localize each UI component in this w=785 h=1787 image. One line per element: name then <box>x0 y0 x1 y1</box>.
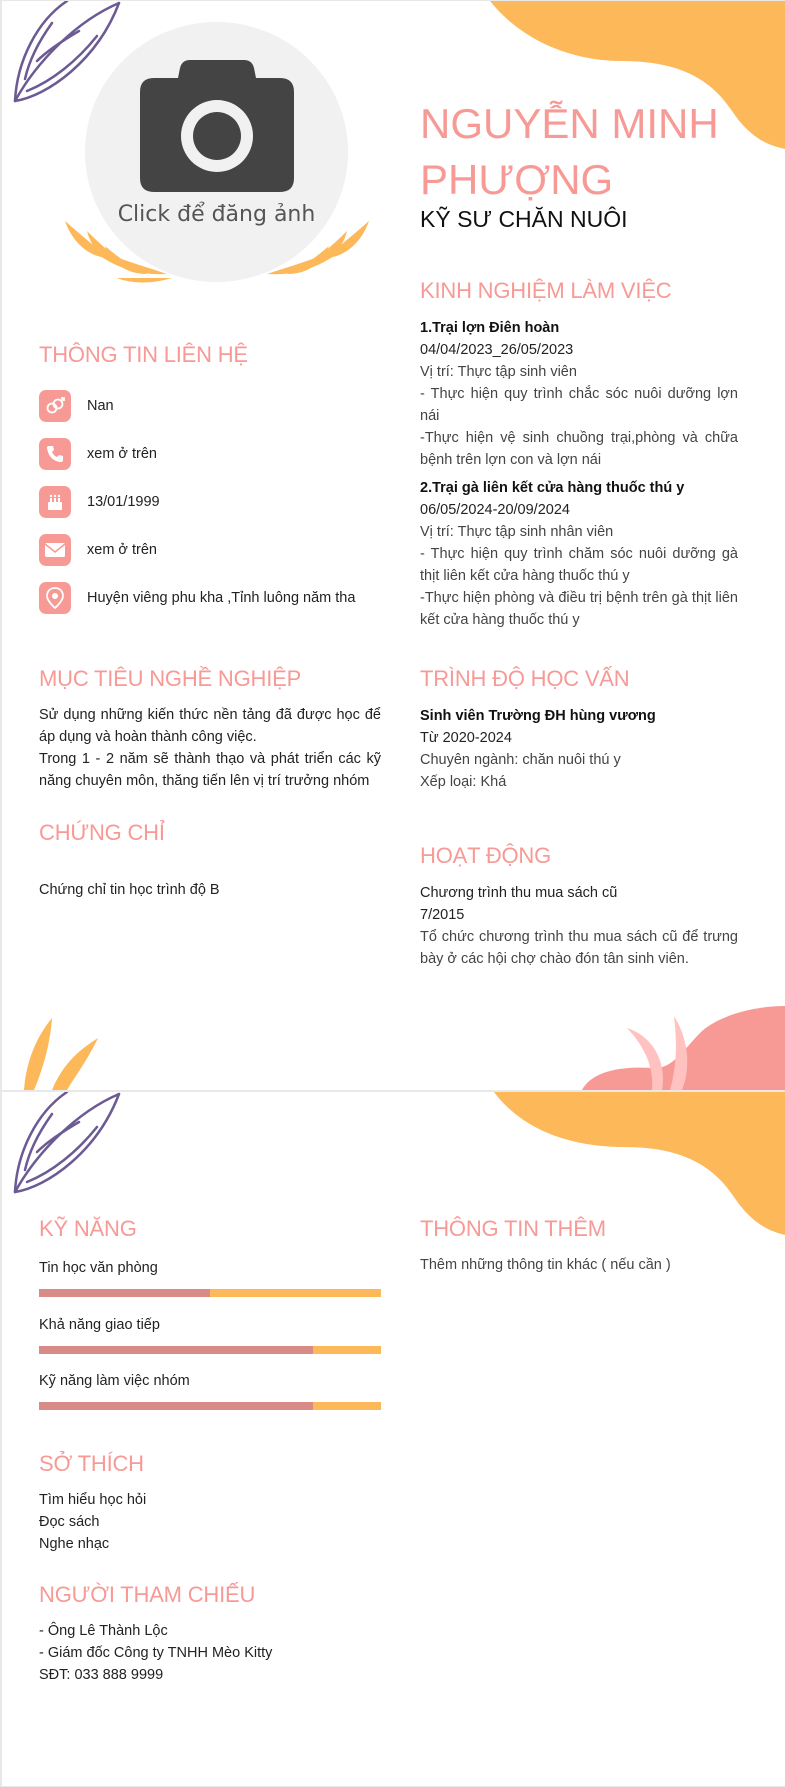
skill-bar <box>39 1346 381 1354</box>
references-list <box>39 1620 272 1686</box>
pink-blob-bottom-right <box>582 1006 785 1090</box>
job-date: 04/04/2023_26/05/2023 <box>420 342 574 358</box>
contact-email <box>39 533 157 567</box>
skills-heading: KỸ NĂNG <box>39 1216 137 1241</box>
objective-heading: MỤC TIÊU NGHỀ NGHIỆP <box>39 666 302 691</box>
contact-email-text: xem ở trên <box>87 542 157 558</box>
hobby-item: Đọc sách <box>39 1514 100 1530</box>
activity-description: Tổ chức chương trình thu mua sách cũ để trưng bày ở các hội chợ chào đón tân sinh viên. <box>420 929 738 967</box>
reference-line: SĐT: 033 888 9999 <box>39 1667 164 1683</box>
activity-date: 7/2015 <box>420 907 465 923</box>
job-position: Vị trí: Thực tập sinh viên <box>420 364 577 380</box>
mail-icon <box>39 534 71 566</box>
hobbies-heading: SỞ THÍCH <box>39 1451 144 1476</box>
orange-leaves-bottom-left <box>12 1016 102 1090</box>
profile-photo-placeholder[interactable] <box>85 22 348 282</box>
contact-birthday-text: 13/01/1999 <box>87 494 160 510</box>
activities-heading: HOẠT ĐỘNG <box>420 843 552 868</box>
education-heading: TRÌNH ĐỘ HỌC VẤN <box>420 666 630 691</box>
skill-name: Kỹ năng làm việc nhóm <box>39 1373 190 1389</box>
reference-line: - Giám đốc Công ty TNHH Mèo Kitty <box>39 1645 273 1661</box>
education-period: Từ 2020-2024 <box>420 730 512 746</box>
skill-bar <box>39 1402 381 1410</box>
photo-upload-label: Click để đăng ảnh <box>117 202 316 227</box>
job-date: 06/05/2024-20/09/2024 <box>420 502 570 518</box>
education-major: Chuyên ngành: chăn nuôi thú y <box>420 752 621 768</box>
additional-info-text: Thêm những thông tin khác ( nếu cần ) <box>420 1257 671 1273</box>
job-detail: -Thực hiện phòng và điều trị bệnh trên gà thịt liên kết cửa hàng thuốc thú y <box>420 590 738 628</box>
certificate-item: Chứng chỉ tin học trình độ B <box>39 882 220 898</box>
contact-phone-text: xem ở trên <box>87 446 157 462</box>
objective-text <box>39 704 381 792</box>
skill-name: Tin học văn phòng <box>39 1260 158 1276</box>
activity-title: Chương trình thu mua sách cũ <box>420 885 618 901</box>
camera-icon <box>140 60 294 192</box>
education-grade: Xếp loại: Khá <box>420 774 507 790</box>
job-title: 1.Trại lợn Điên hoàn <box>420 320 560 336</box>
contact-birthday <box>39 485 160 519</box>
phone-icon <box>39 438 71 470</box>
job-detail: -Thực hiện vệ sinh chuồng trại,phòng và chữa bệnh trên lợn con và lợn nái <box>420 430 738 468</box>
purple-leaf-top-left <box>7 1092 122 1197</box>
job-title: 2.Trại gà liên kết cửa hàng thuốc thú y <box>420 480 685 496</box>
activities-block <box>420 882 738 970</box>
job-title: KỸ SƯ CHĂN NUÔI <box>420 206 628 232</box>
job-position: Vị trí: Thực tập sinh nhân viên <box>420 524 614 540</box>
experience-job-2 <box>420 477 738 631</box>
contact-heading: THÔNG TIN LIÊN HỆ <box>39 342 248 367</box>
resume-page-1 <box>2 1 785 1090</box>
hobbies-list <box>39 1489 146 1555</box>
hobby-item: Tìm hiểu học hỏi <box>39 1492 147 1508</box>
skill-bar-fill <box>39 1289 210 1297</box>
gender-icon <box>39 390 71 422</box>
skill-name: Khả năng giao tiếp <box>39 1317 160 1333</box>
job-detail: - Thực hiện quy trình chăm sóc nuôi dưỡng gà thịt liên kết cửa hàng thuốc thú y <box>420 546 738 584</box>
references-heading: NGƯỜI THAM CHIẾU <box>39 1582 256 1607</box>
objective-line: Sử dụng những kiến thức nền tảng đã được học để áp dụng và hoàn thành công việc. <box>39 707 381 745</box>
skill-bar <box>39 1289 381 1297</box>
location-pin-icon <box>39 582 71 614</box>
certificates-heading: CHỨNG CHỈ <box>39 820 165 845</box>
skill-bar-fill <box>39 1402 313 1410</box>
contact-gender <box>39 389 114 423</box>
objective-line: Trong 1 - 2 năm sẽ thành thạo và phát triển các kỹ năng chuyên môn, thăng tiến lên vị trí trưởng nhóm <box>39 751 381 789</box>
hobby-item: Nghe nhạc <box>39 1536 110 1552</box>
reference-line: - Ông Lê Thành Lộc <box>39 1623 168 1639</box>
resume-page-2 <box>2 1092 785 1786</box>
skill-bar-fill <box>39 1346 313 1354</box>
contact-address-text: Huyện viêng phu kha ,Tỉnh luông năm tha <box>87 590 356 606</box>
job-detail: - Thực hiện quy trình chắc sóc nuôi dưỡng lợn nái <box>420 386 738 424</box>
experience-job-1 <box>420 317 738 471</box>
contact-address <box>39 581 355 615</box>
education-school: Sinh viên Trường ĐH hùng vương <box>420 708 656 724</box>
contact-phone <box>39 437 157 471</box>
experience-heading: KINH NGHIỆM LÀM VIỆC <box>420 278 672 303</box>
candidate-name: NGUYỄN MINH PHƯỢNG <box>420 100 719 203</box>
contact-gender-text: Nan <box>87 398 114 414</box>
additional-info-heading: THÔNG TIN THÊM <box>420 1216 606 1241</box>
education-block <box>420 705 738 793</box>
birthday-cake-icon <box>39 486 71 518</box>
